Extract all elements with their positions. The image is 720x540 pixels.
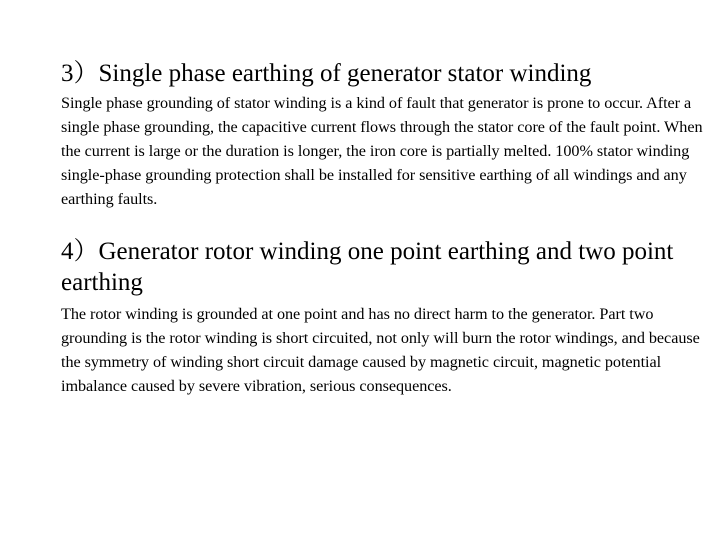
section-heading-rotor-earthing: 4）Generator rotor winding one point earthing and two point earthing	[61, 238, 674, 296]
section-body-rotor-earthing: The rotor winding is grounded at one point and has no direct harm to the generator. Part two grounding is the rotor winding is short circuited, not only will burn the rotor windings, and because the symmetry of winding short circuit damage caused by magnetic circuit, magnetic potential imbalance caused by severe vibration, serious consequences.	[61, 305, 700, 395]
section-heading-stator-earthing: 3）Single phase earthing of generator stator winding	[61, 60, 592, 87]
section-body-stator-earthing: Single phase grounding of stator winding is a kind of fault that generator is prone to occur. After a single phase grounding, the capacitive current flows through the stator core of the fault point. When the current is large or the duration is longer, the iron core is partially melted. 100% stator winding single-phase grounding protection shall be installed for sensitive earthing of all windings and any earthing faults.	[61, 94, 703, 208]
